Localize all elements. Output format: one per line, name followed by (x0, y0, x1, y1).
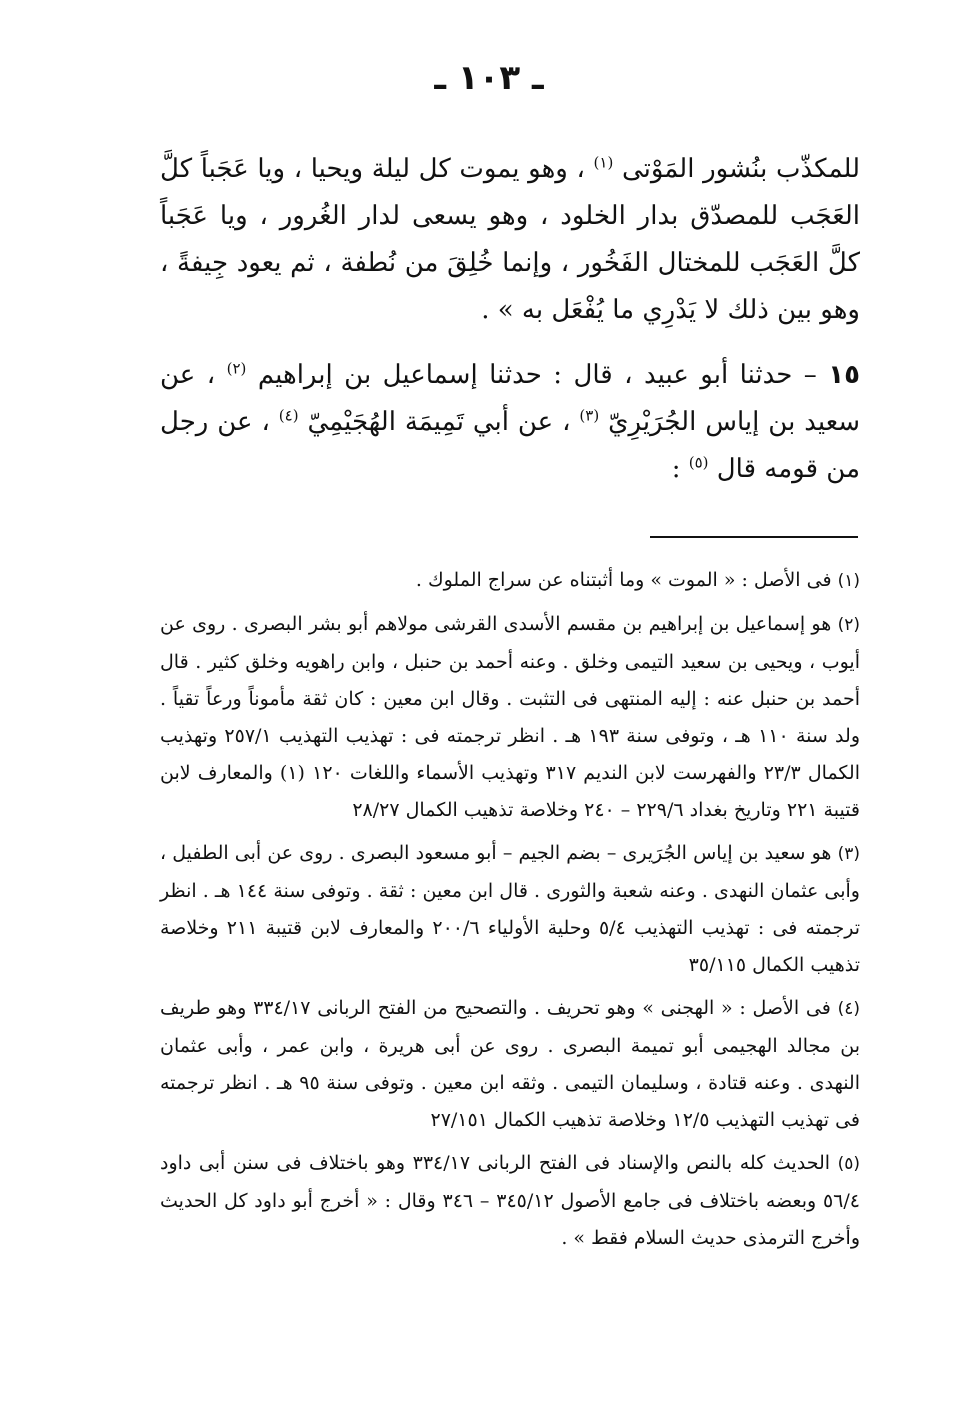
main-text (160, 146, 860, 493)
paragraph-2-text-b: ، عن سعيد بن إياس الجُرَيْرِيّ (160, 360, 861, 437)
footnote-ref-4: (٤) (278, 406, 299, 425)
footnote-text: هو إسماعيل بن إبراهيم بن مقسم الأسدى القرشى مولاهم أبو بشر البصرى . روى عن أيوب ، ويحيى بن سعيد التيمى وخلق . وعنه أحمد بن حنبل ، وابن راهويه وخلق كثير . قال أحمد بن حنبل عنه : إليه المنتهى فى التثبت . وقال ابن معين : كان ثقة مأموناً ورعاً تقياً . ولد سنة ١١٠ هـ ، وتوفى سنة ١٩٣ هـ . انظر ترجمته فى : تهذيب التهذيب ٢٥٧/١ وتهذيب الكمال ٢٣/٣ والفهرست لابن النديم ٣١٧ وتهذيب الأسماء واللغات ١٢٠ (١) والمعارف لابن قتيبة ٢٢١ وتاريخ بغداد ٢٢٩/٦ – ٢٤٠ وخلاصة تذهيب الكمال ٢٨/٢٧ (160, 613, 860, 821)
hadith-number: ١٥ (828, 360, 861, 390)
footnote-number: (١) (837, 571, 860, 591)
footnote-number: (٥) (837, 1154, 860, 1174)
footnote-5 (160, 1145, 860, 1257)
paragraph-2-text-e: : (671, 454, 681, 484)
footnote-text: هو سعيد بن إياس الجُرَيرى – بضم الجيم – أبو مسعود البصرى . روى عن أبى الطفيل ، وأبى عثمان النهدى . وعنه شعبة والثورى . قال ابن معين : ثقة . وتوفى سنة ١٤٤ هـ . انظر ترجمته فى : تهذيب التهذيب ٥/٤ وحلية الأولياء ٢٠٠/٦ والمعارف لابن قتيبة ٢١١ وخلاصة تذهيب الكمال ٣٥/١١٥ (160, 842, 860, 976)
footnote-ref-3: (٣) (579, 406, 600, 425)
footnote-1 (160, 562, 860, 600)
paragraph-1-text-a: للمكذّب بنُشور المَوْتى (621, 154, 861, 184)
paragraph-2-text-c: ، عن أبي تَمِيمَة الهُجَيْمِيّ (307, 407, 571, 437)
footnote-number: (٢) (837, 615, 860, 635)
paragraph-continuation (160, 146, 860, 334)
paragraph-hadith-15 (160, 352, 860, 493)
paragraph-2-text-a: – حدثنا أبو عبيد ، قال : حدثنا إسماعيل بن إبراهيم (257, 360, 817, 390)
paragraph-2-text-d: ، عن رجل من قومه قال (160, 407, 860, 484)
footnote-3 (160, 835, 860, 984)
footnote-ref-5: (٥) (688, 453, 709, 472)
footnote-text: الحديث كله بالنص والإسناد فى الفتح الربانى ٣٣٤/١٧ وهو باختلاف فى سنن أبى داود ٥٦/٤ وبعضه باختلاف فى جامع الأصول ٣٤٥/١٢ – ٣٤٦ وقال : « أخرج أبو داود كل الحديث وأخرج الترمذى حديث السلام فقط » . (160, 1152, 860, 1249)
footnote-ref-1: (١) (593, 153, 614, 172)
footnote-divider (650, 536, 858, 538)
footnote-number: (٣) (837, 844, 860, 864)
paragraph-1-text-b: ، وهو يموت كل ليلة ويحيا ، ويا عَجَباً كلَّ العَجَب للمصدّق بدار الخلود ، وهو يسعى لدار الغُرور ، ويا عَجَباً كلَّ العَجَب للمختال الفَخُور ، وإنما خُلِقَ من نُطفة ، ثم يعود جِيفةً ، وهو بين ذلك لا يَدْرِي ما يُفْعَل به » . (160, 154, 860, 325)
footnote-2 (160, 606, 860, 829)
footnote-ref-2: (٢) (226, 359, 247, 378)
page-number: ـ ١٠٣ ـ (434, 58, 544, 98)
footnote-text: فى الأصل : « الموت » وما أثبتناه عن سراج الملوك . (415, 569, 832, 591)
footnote-4 (160, 990, 860, 1139)
footnote-number: (٤) (837, 999, 860, 1019)
footnote-text: فى الأصل : « الهجنى » وهو تحريف . والتصحيح من الفتح الربانى ٣٣٤/١٧ وهو طريف بن مجالد الهجيمى أبو تميمة البصرى . روى عن أبى هريرة ، وابن عمر ، وأبى عثمان النهدى . وعنه قتادة ، وسليمان التيمى . وثقه ابن معين . وتوفى سنة ٩٥ هـ . انظر ترجمته فى تهذيب التهذيب ١٢/٥ وخلاصة تذهيب الكمال ٢٧/١٥١ (160, 997, 861, 1131)
footnotes (160, 562, 860, 1263)
